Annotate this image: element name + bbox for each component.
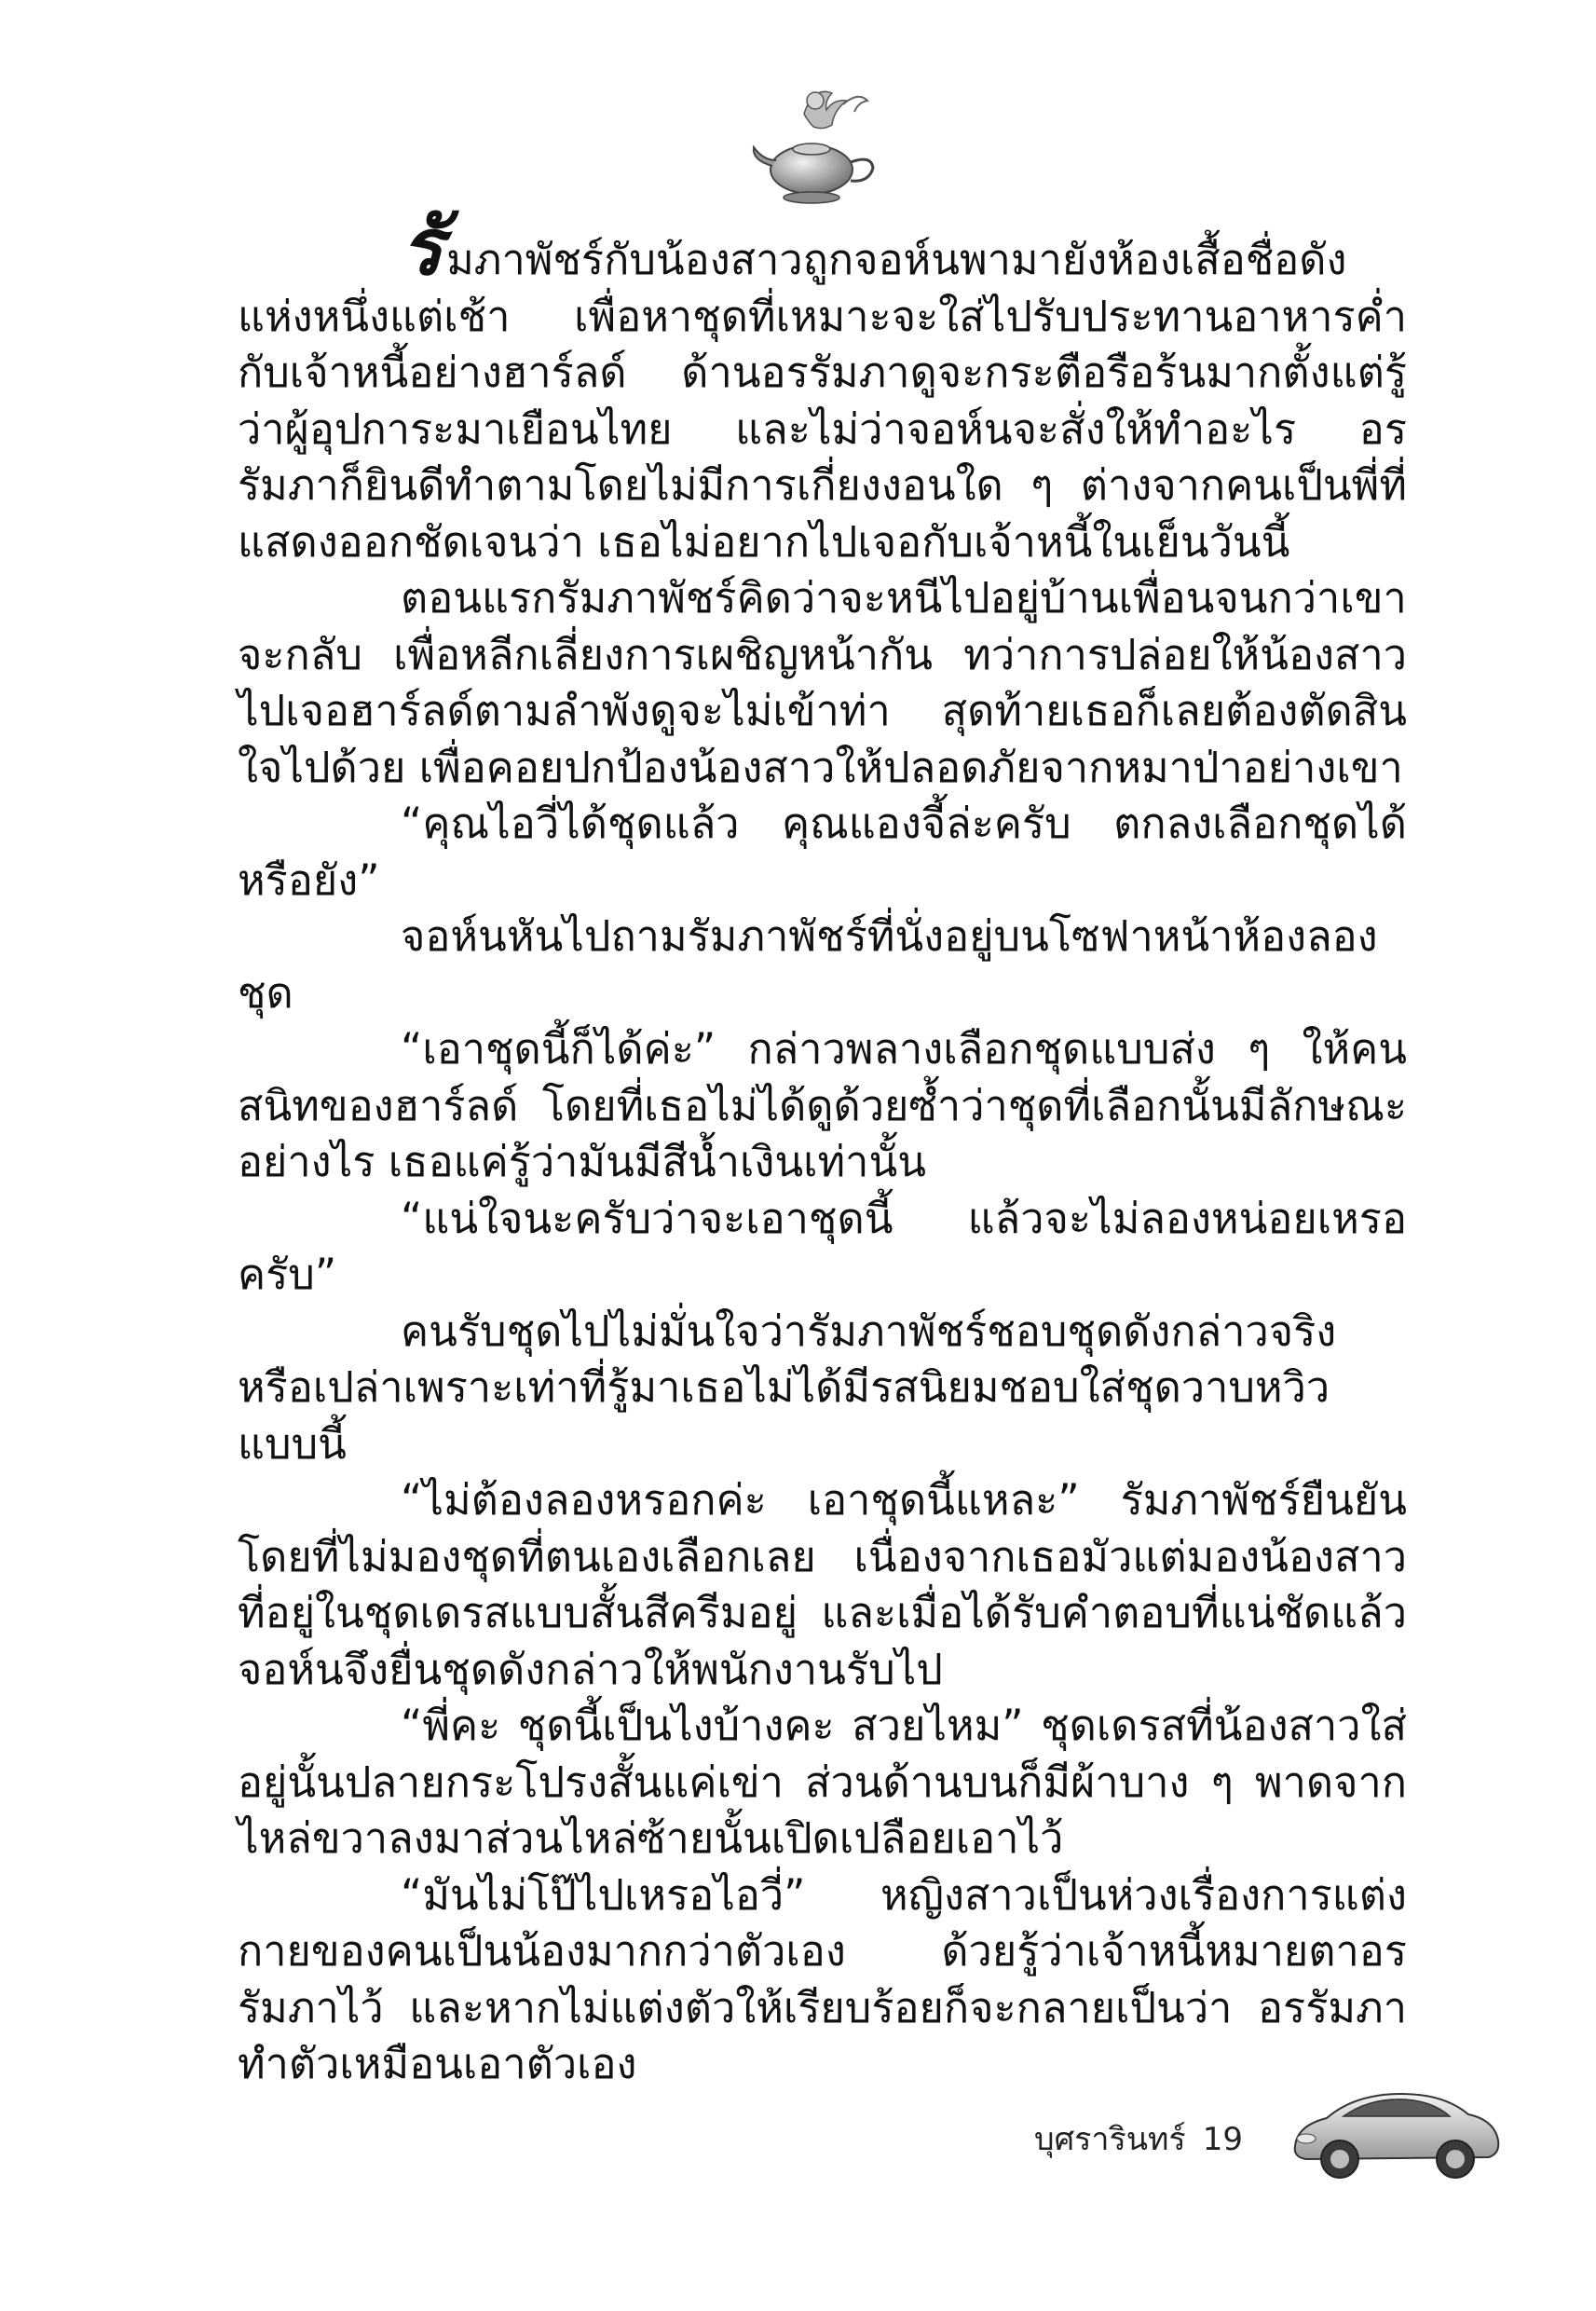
- drop-cap: รั: [401, 200, 443, 293]
- page-number: 19: [1202, 2121, 1243, 2158]
- cherub-teapot-ornament-icon: [750, 76, 876, 216]
- footer-author: บุศรารินทร์: [1034, 2121, 1186, 2158]
- sports-car-icon: [1286, 2073, 1505, 2185]
- paragraph-10: “มันไม่โป๊ไปเหรอไอวี่” หญิงสาวเป็นห่วงเรื่องการแต่งกายของคนเป็นน้องมากกว่าตัวเอง ด้วยรู้ว่าเจ้าหนี้หมายตาอรรัมภาไว้ และหากไม่แต่งตัวให้เรียบร้อยก็จะกลายเป็นว่า อรรัมภาทำตัวเหมือนเอาตัวเอง: [238, 1869, 1407, 2088]
- paragraph-1: รัมภาพัชร์กับน้องสาวถูกจอห์นพามายังห้องเสื้อชื่อดังแห่งหนึ่งแต่เช้า เพื่อหาชุดที่เหมาะจะใส่ไปรับประทานอาหารค่ำกับเจ้าหนี้อย่างฮาร์ลด์ ด้านอรรัมภาดูจะกระตือรือร้นมากตั้งแต่รู้ว่าผู้อุปการะมาเยือนไทย และไม่ว่าจอห์นจะสั่งให้ทำอะไร อรรัมภาก็ยินดีทำตามโดยไม่มีการเกี่ยงงอนใด ๆ ต่างจากคนเป็นพี่ที่แสดงออกชัดเจนว่า เธอไม่อยากไปเจอกับเจ้าหนี้ในเย็นวันนี้: [238, 200, 1407, 567]
- page-footer: [1034, 2113, 1243, 2164]
- paragraph-3: “คุณไอวี่ได้ชุดแล้ว คุณแองจี้ล่ะครับ ตกลงเลือกชุดได้หรือยัง”: [238, 799, 1407, 905]
- paragraph-9: “พี่คะ ชุดนี้เป็นไงบ้างคะ สวยไหม” ชุดเดรสที่น้องสาวใส่อยู่นั้นปลายกระโปรงสั้นแค่เข่า ส่วนด้านบนก็มีผ้าบาง ๆ พาดจากไหล่ขวาลงมาส่วนไหล่ซ้ายนั้นเปิดเปลือยเอาไว้: [238, 1701, 1407, 1863]
- paragraph-8: “ไม่ต้องลองหรอกค่ะ เอาชุดนี้แหละ” รัมภาพัชร์ยืนยันโดยที่ไม่มองชุดที่ตนเองเลือกเลย เนื่องจากเธอมัวแต่มองน้องสาวที่อยู่ในชุดเดรสแบบสั้นสีครีมอยู่ และเมื่อได้รับคำตอบที่แน่ชัดแล้ว จอห์นจึงยื่นชุดดังกล่าวให้พนักงานรับไป: [238, 1475, 1407, 1694]
- paragraph-2: ตอนแรกรัมภาพัชร์คิดว่าจะหนีไปอยู่บ้านเพื่อนจนกว่าเขาจะกลับ เพื่อหลีกเลี่ยงการเผชิญหน้ากัน ทว่าการปล่อยให้น้องสาวไปเจอฮาร์ลด์ตามลำพังดูจะไม่เข้าท่า สุดท้ายเธอก็เลยต้องตัดสินใจไปด้วย เพื่อคอยปกป้องน้องสาวให้ปลอดภัยจากหมาป่าอย่างเขา: [238, 573, 1407, 792]
- paragraph-4: จอห์นหันไปถามรัมภาพัชร์ที่นั่งอยู่บนโซฟาหน้าห้องลองชุด: [238, 911, 1378, 1018]
- paragraph-7: คนรับชุดไปไม่มั่นใจว่ารัมภาพัชร์ชอบชุดดังกล่าวจริงหรือเปล่าเพราะเท่าที่รู้มาเธอไม่ได้มีรสนิยมชอบใส่ชุดวาบหวิวแบบนี้: [238, 1306, 1337, 1469]
- paragraph-6: “แน่ใจนะครับว่าจะเอาชุดนี้ แล้วจะไม่ลองหน่อยเหรอครับ”: [238, 1193, 1407, 1299]
- body-text: [238, 200, 1407, 2093]
- paragraph-5: “เอาชุดนี้ก็ได้ค่ะ” กล่าวพลางเลือกชุดแบบส่ง ๆ ให้คนสนิทของฮาร์ลด์ โดยที่เธอไม่ได้ดูด้วยซ้ำว่าชุดที่เลือกนั้นมีลักษณะอย่างไร เธอแค่รู้ว่ามันมีสีน้ำเงินเท่านั้น: [238, 1024, 1407, 1186]
